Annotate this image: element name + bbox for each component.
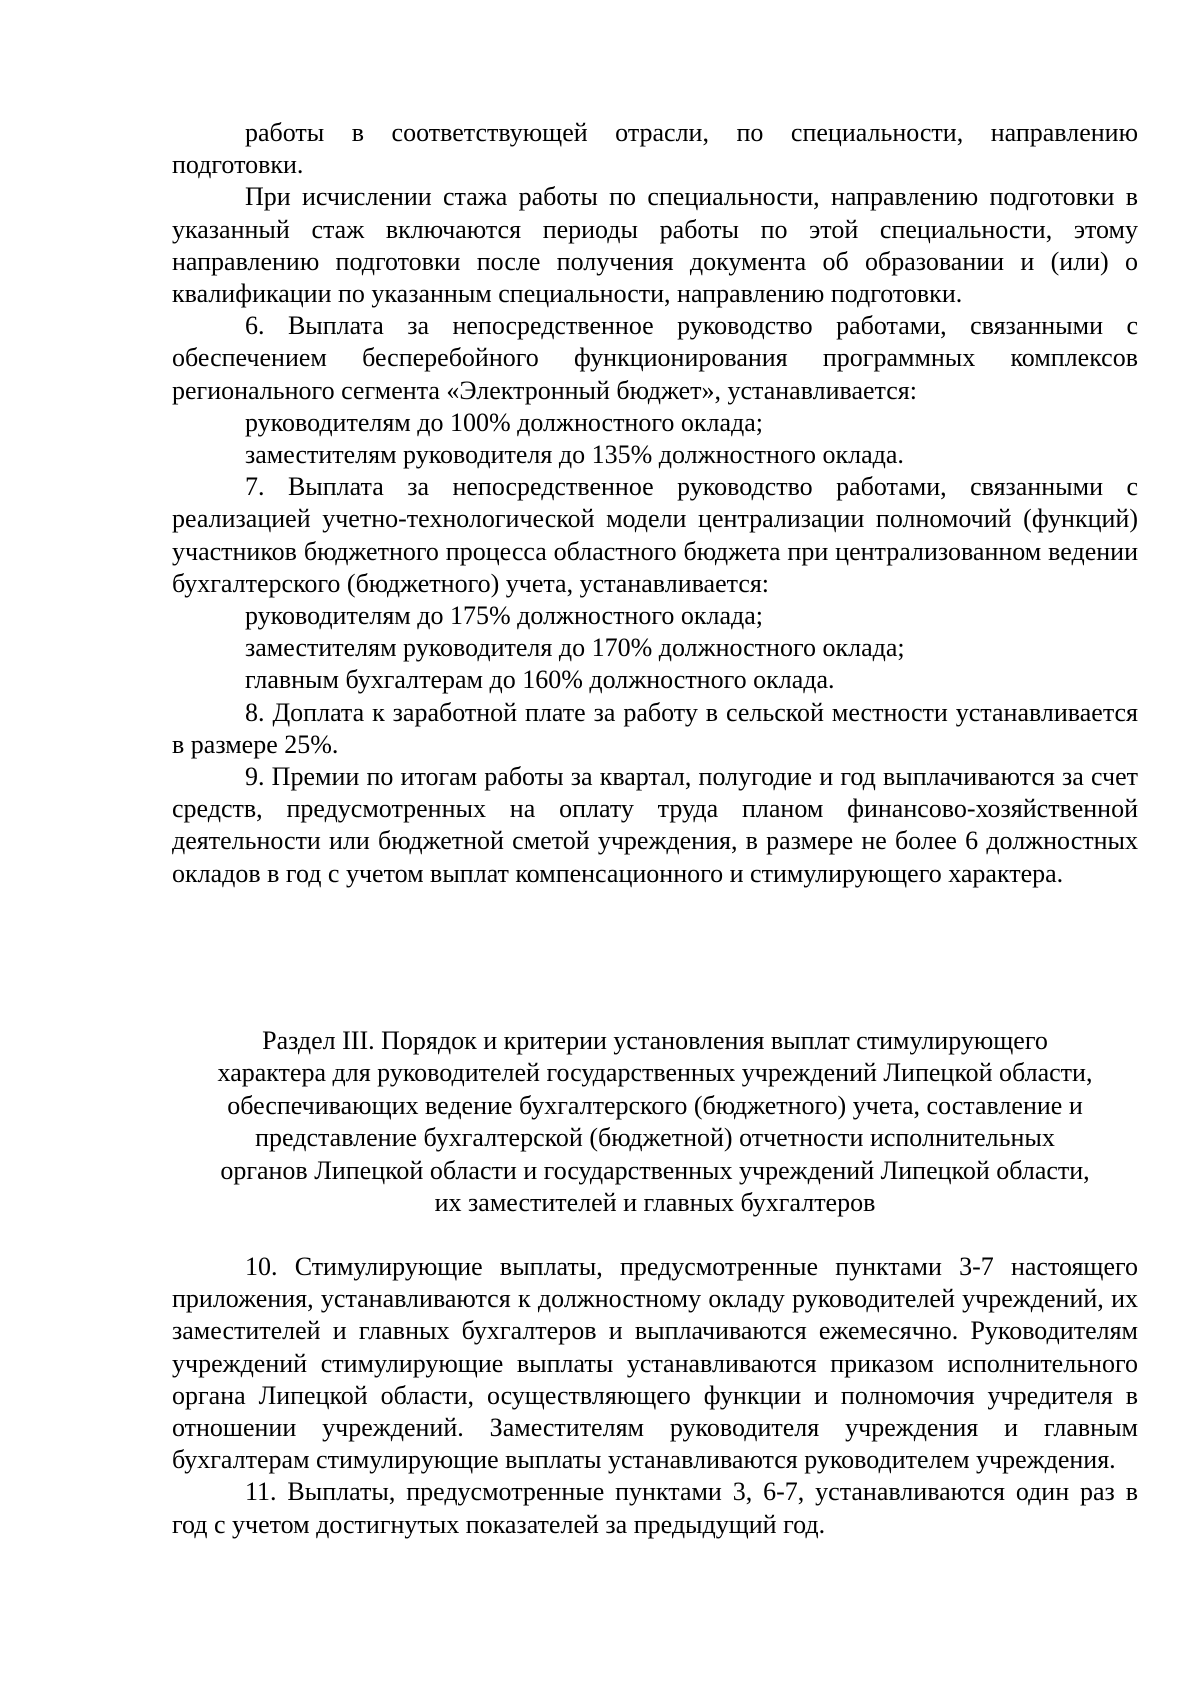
document-body-part-1 — [172, 117, 1138, 890]
paragraph-item-7: 7. Выплата за непосредственное руководство работами, связанными с реализацией учетно-технологической модели централизации полномочий (функций) участников бюджетного процесса областного бюджета при централизованном ведении бухгалтерского (бюджетного) учета, устанавливается: — [172, 472, 1138, 598]
list-item-7a: руководителям до 175% должностного оклада; — [245, 601, 763, 631]
list-item-7c: главным бухгалтерам до 160% должностного оклада. — [245, 665, 835, 695]
paragraph-stazh: При исчислении стажа работы по специальности, направлению подготовки в указанный стаж включаются периоды работы по этой специальности, этому направлению подготовки после получения документа об образовании и (или) о квалификации по указанным специальности, направлению подготовки. — [172, 182, 1138, 309]
list-item-6b: заместителям руководителя до 135% должностного оклада. — [245, 440, 904, 470]
document-body-part-2 — [172, 1251, 1138, 1541]
section-heading-line-6: их заместителей и главных бухгалтеров — [434, 1188, 876, 1218]
paragraph-item-11: 11. Выплаты, предусмотренные пунктами 3, 6-7, устанавливаются один раз в год с учетом достигнутых показателей за предыдущий год. — [172, 1477, 1138, 1539]
paragraph-continuation: работы в соответствующей отрасли, по специальности, направлению подготовки. — [172, 118, 1138, 180]
list-item-6a: руководителям до 100% должностного оклада; — [245, 407, 763, 437]
section-heading-line-1: Раздел III. Порядок и критерии установления выплат стимулирующего — [262, 1026, 1048, 1055]
list-item-7b: заместителям руководителя до 170% должностного оклада; — [245, 633, 905, 663]
paragraph-item-9: 9. Премии по итогам работы за квартал, полугодие и год выплачиваются за счет средств, предусмотренных на оплату труда планом финансово-хозяйственной деятельности или бюджетной сметой учреждения, в размере не более 6 должностных окладов в год с учетом выплат компенсационного и стимулирующего характера. — [172, 762, 1138, 888]
section-heading-line-2: характера для руководителей государственных учреждений Липецкой области, — [217, 1058, 1093, 1088]
paragraph-item-10: 10. Стимулирующие выплаты, предусмотренные пунктами 3-7 настоящего приложения, устанавливаются к должностному окладу руководителей учреждений, их заместителей и главных бухгалтеров и выплачиваются ежемесячно. Руководителям учреждений стимулирующие выплаты устанавливаются приказом исполнительного органа Липецкой области, осуществляющего функции и полномочия учредителя в отношении учреждений. Заместителям руководителя учреждения и главным бухгалтерам стимулирующие выплаты устанавливаются руководителем учреждения. — [172, 1252, 1138, 1475]
section-heading — [172, 1025, 1138, 1219]
paragraph-item-6: 6. Выплата за непосредственное руководство работами, связанными с обеспечением бесперебойного функционирования программных комплексов регионального сегмента «Электронный бюджет», устанавливается: — [172, 311, 1138, 405]
paragraph-item-8: 8. Доплата к заработной плате за работу в сельской местности устанавливается в размере 25%. — [172, 697, 1138, 759]
section-heading-line-5: органов Липецкой области и государственных учреждений Липецкой области, — [220, 1155, 1090, 1185]
section-heading-line-3: обеспечивающих ведение бухгалтерского (бюджетного) учета, составление и — [227, 1090, 1083, 1120]
section-heading-line-4: представление бухгалтерской (бюджетной) отчетности исполнительных — [255, 1123, 1055, 1153]
